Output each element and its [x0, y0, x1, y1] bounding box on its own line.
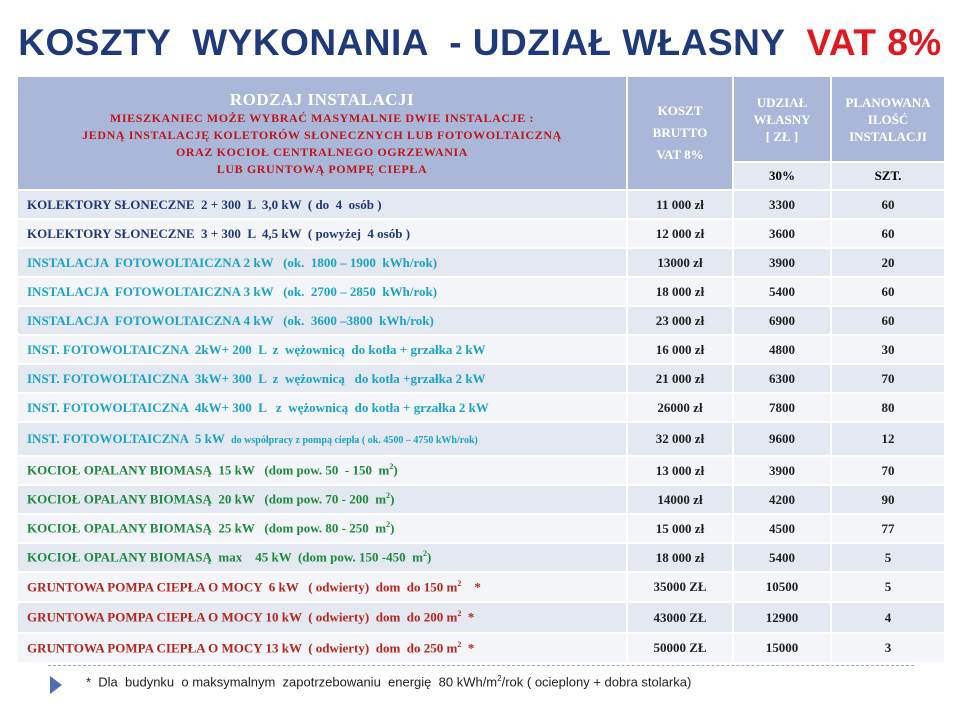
header-cost-line-1: KOSZT [657, 103, 703, 118]
planned-qty-value: 70 [831, 456, 945, 485]
own-share-value: 5400 [733, 543, 831, 572]
table-row [17, 248, 945, 277]
header-own-line-2: WŁASNY [753, 111, 811, 127]
installation-name-text: GRUNTOWA POMPA CIEPŁA O MOCY 6 kW ( odwierty) dom do 150 m [27, 579, 458, 595]
cost-value: 23 000 zł [627, 306, 733, 335]
own-share-value: 5400 [733, 277, 831, 306]
footnote-sup: 2 [497, 674, 502, 683]
header-planned-qty [831, 76, 945, 162]
table-row [17, 602, 945, 633]
installation-name [17, 422, 627, 456]
header-installation-type [17, 76, 627, 190]
cost-value: 14000 zł [627, 485, 733, 514]
table-row [17, 514, 945, 543]
planned-qty-value: 3 [831, 633, 945, 663]
planned-qty-value: 4 [831, 602, 945, 633]
cost-value: 32 000 zł [627, 422, 733, 456]
header-own-line-1: UDZIAŁ [756, 94, 808, 110]
planned-qty-value: 5 [831, 572, 945, 602]
installation-name [17, 306, 627, 335]
table-row [17, 364, 945, 393]
cost-value: 16 000 zł [627, 335, 733, 364]
installation-name [17, 543, 627, 572]
superscript: 2 [457, 578, 462, 588]
cost-value: 18 000 zł [627, 543, 733, 572]
installation-name [17, 277, 627, 306]
own-share-value: 3900 [733, 456, 831, 485]
installation-name [17, 364, 627, 393]
cost-value: 12 000 zł [627, 219, 733, 248]
footnote-divider [48, 665, 914, 666]
table-row [17, 456, 945, 485]
footnote-post: /rok ( ocieplony + dobra stolarka) [501, 674, 692, 690]
installation-name [17, 456, 627, 485]
installation-name-tail: * [461, 579, 481, 595]
planned-qty-value: 70 [831, 364, 945, 393]
installation-name [17, 572, 627, 602]
table-row [17, 277, 945, 306]
header-qty-line-2: ILOŚĆ [867, 111, 909, 127]
installation-name-text: KOLEKTORY SŁONECZNE 2 + 300 L 3,0 kW ( do 4 osób ) [27, 196, 382, 212]
cost-value: 13 000 zł [627, 456, 733, 485]
table-row [17, 306, 945, 335]
planned-qty-value: 30 [831, 335, 945, 364]
header-cost-line-2: BRUTTO [652, 125, 708, 140]
installation-name [17, 514, 627, 543]
own-share-value: 4200 [733, 485, 831, 514]
planned-qty-value: 80 [831, 393, 945, 422]
installation-name-text: KOLEKTORY SŁONECZNE 3 + 300 L 4,5 kW ( powyżej 4 osób ) [27, 225, 411, 241]
installation-name [17, 602, 627, 633]
title-main: KOSZTY WYKONANIA - UDZIAŁ WŁASNY [18, 22, 807, 63]
installation-name [17, 335, 627, 364]
footnote [86, 674, 691, 689]
installation-name [17, 219, 627, 248]
header-cost [627, 76, 733, 190]
own-share-value: 3600 [733, 219, 831, 248]
installation-name-tail: ) [390, 491, 395, 507]
table-row [17, 633, 945, 663]
installation-name-text: KOCIOŁ OPALANY BIOMASĄ 25 kW (dom pow. 80 - 250 m [27, 520, 387, 536]
planned-qty-value: 77 [831, 514, 945, 543]
installation-name-text: INST. FOTOWOLTAICZNA 4kW+ 300 L z wężownicą do kotła + grzałka 2 kW [27, 399, 489, 415]
header-qty-line-1: PLANOWANA [845, 94, 931, 110]
cost-table [16, 75, 946, 664]
cost-value: 35000 ZŁ [627, 572, 733, 602]
table-row [17, 335, 945, 364]
installation-name-text: INSTALACJA FOTOWOLTAICZNA 4 kW (ok. 3600 –3800 kWh/rok) [27, 312, 434, 328]
planned-qty-value: 90 [831, 485, 945, 514]
cost-value: 18 000 zł [627, 277, 733, 306]
superscript: 2 [386, 491, 391, 501]
cost-value: 50000 ZŁ [627, 633, 733, 663]
header-qty-unit: SZT. [831, 162, 945, 190]
header-note-line-1: MIESZKANIEC MOŻE WYBRAĆ MASYMALNIE DWIE INSTALACJE : [109, 111, 535, 125]
header-note-line-4: LUB GRUNTOWĄ POMPĘ CIEPŁA [216, 162, 428, 176]
planned-qty-value: 12 [831, 422, 945, 456]
own-share-value: 9600 [733, 422, 831, 456]
installation-name-tail: * [461, 640, 475, 656]
own-share-value: 6900 [733, 306, 831, 335]
own-share-value: 15000 [733, 633, 831, 663]
table-row [17, 543, 945, 572]
installation-name-text: INST. FOTOWOLTAICZNA 3kW+ 300 L z wężownicą do kotła +grzałka 2 kW [27, 370, 486, 386]
installation-name-text: GRUNTOWA POMPA CIEPŁA O MOCY 13 kW ( odwierty) dom do 250 m [27, 640, 458, 656]
installation-name-text: KOCIOŁ OPALANY BIOMASĄ 20 kW (dom pow. 70 - 200 m [27, 491, 387, 507]
own-share-value: 3300 [733, 190, 831, 219]
installation-name-text: INST. FOTOWOLTAICZNA 2kW+ 200 L z wężownicą do kotła + grzałka 2 kW [27, 341, 486, 357]
planned-qty-value: 5 [831, 543, 945, 572]
installation-name-text: INSTALACJA FOTOWOLTAICZNA 2 kW (ok. 1800 – 1900 kWh/rok) [27, 254, 438, 270]
cost-value: 11 000 zł [627, 190, 733, 219]
installation-name-tail: ) [393, 462, 398, 478]
installation-note: do współpracy z pompą ciepła ( ok. 4500 – 4750 kWh/rok) [231, 435, 478, 446]
header-qty-line-3: INSTALACJI [849, 128, 927, 144]
table-row [17, 190, 945, 219]
header-note-line-3: ORAZ KOCIOŁ CENTRALNEGO OGRZEWANIA [175, 145, 469, 159]
cost-value: 13000 zł [627, 248, 733, 277]
header-note-line-2: JEDNĄ INSTALACJĘ KOLETORÓW SŁONECZNYCH LUB FOTOWOLTAICZNĄ [82, 128, 562, 142]
own-share-value: 4800 [733, 335, 831, 364]
header-own-line-3: [ ZŁ ] [765, 128, 799, 144]
installation-name [17, 633, 627, 663]
own-share-value: 10500 [733, 572, 831, 602]
planned-qty-value: 60 [831, 219, 945, 248]
superscript: 2 [457, 639, 462, 649]
installation-name-text: KOCIOŁ OPALANY BIOMASĄ 15 kW (dom pow. 50 - 150 m [27, 462, 390, 478]
superscript: 2 [422, 549, 427, 559]
installation-name-tail: * [461, 609, 475, 625]
header-installation-title: RODZAJ INSTALACJI [229, 90, 415, 109]
cost-value: 15 000 zł [627, 514, 733, 543]
planned-qty-value: 60 [831, 306, 945, 335]
header-own-percent: 30% [733, 162, 831, 190]
table-row [17, 485, 945, 514]
cost-value: 21 000 zł [627, 364, 733, 393]
planned-qty-value: 20 [831, 248, 945, 277]
installation-name [17, 190, 627, 219]
table-row [17, 219, 945, 248]
own-share-value: 12900 [733, 602, 831, 633]
arrow-bullet-icon [50, 676, 62, 694]
footnote-pre: * Dla budynku o maksymalnym zapotrzebowaniu energię 80 kWh/m [86, 674, 498, 690]
cost-value: 43000 ZŁ [627, 602, 733, 633]
installation-name-text: KOCIOŁ OPALANY BIOMASĄ max 45 kW (dom pow. 150 -450 m [27, 549, 423, 565]
superscript: 2 [386, 520, 391, 530]
header-own-share [733, 76, 831, 162]
cost-value: 26000 zł [627, 393, 733, 422]
installation-name [17, 248, 627, 277]
installation-name [17, 393, 627, 422]
installation-name-text: INST. FOTOWOLTAICZNA 5 kW [27, 431, 232, 446]
header-cost-line-3: VAT 8% [656, 147, 704, 162]
installation-name-text: INSTALACJA FOTOWOLTAICZNA 3 kW (ok. 2700 – 2850 kWh/rok) [27, 283, 438, 299]
installation-name-text: GRUNTOWA POMPA CIEPŁA O MOCY 10 kW ( odwierty) dom do 200 m [27, 609, 458, 625]
table-row [17, 393, 945, 422]
superscript: 2 [457, 609, 462, 619]
planned-qty-value: 60 [831, 277, 945, 306]
installation-name [17, 485, 627, 514]
superscript: 2 [389, 462, 394, 472]
own-share-value: 6300 [733, 364, 831, 393]
page-title [0, 22, 960, 64]
own-share-value: 4500 [733, 514, 831, 543]
installation-name-tail: ) [426, 549, 432, 565]
own-share-value: 7800 [733, 393, 831, 422]
title-vat: VAT 8% [806, 22, 942, 63]
own-share-value: 3900 [733, 248, 831, 277]
table-row [17, 422, 945, 456]
table-row [17, 572, 945, 602]
installation-name-tail: ) [390, 520, 395, 536]
planned-qty-value: 60 [831, 190, 945, 219]
